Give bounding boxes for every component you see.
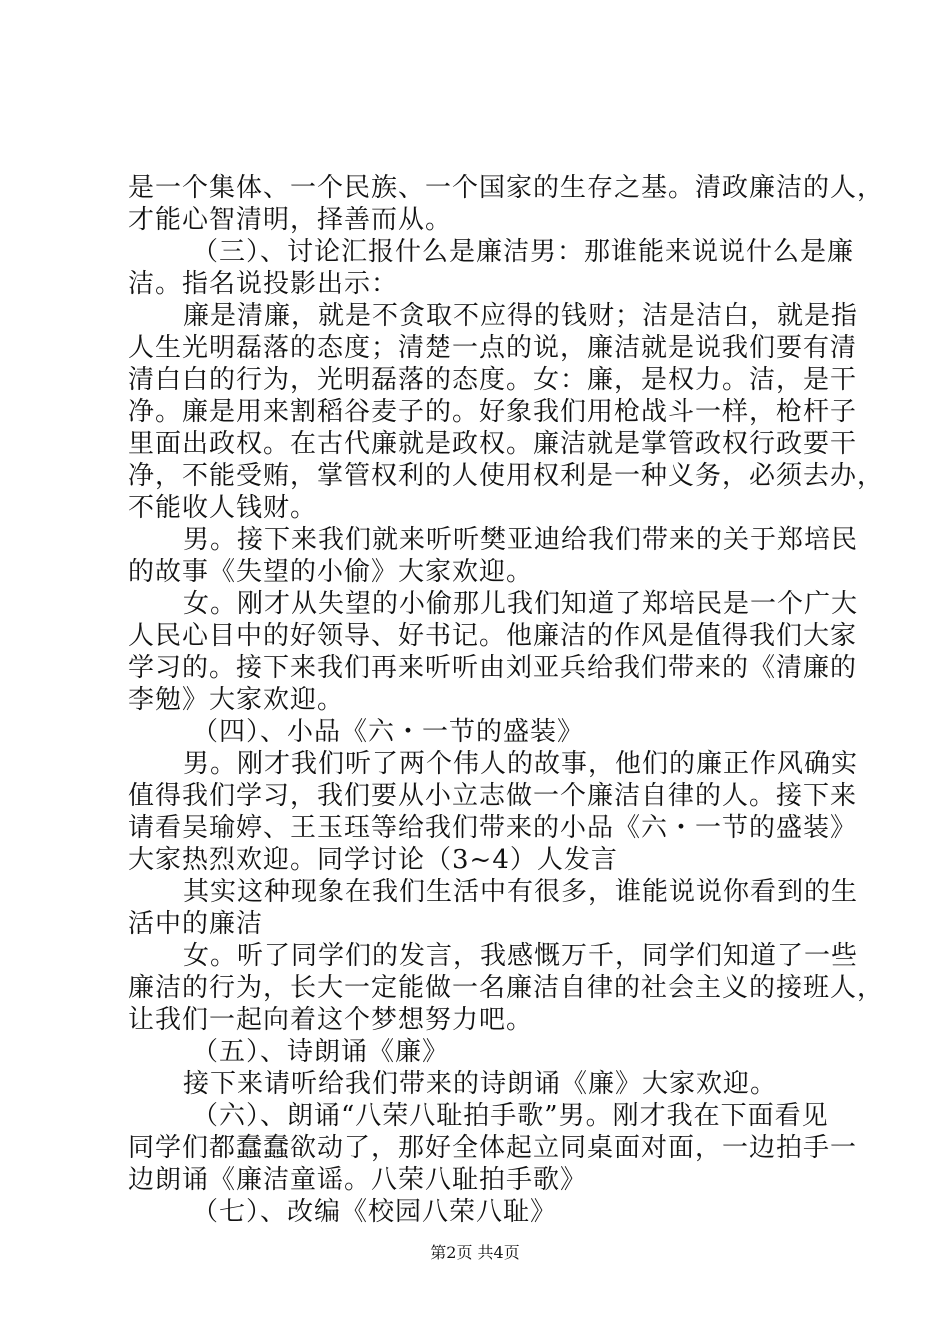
text-line: 不能收人钱财。 — [128, 493, 318, 523]
text-line: 让我们一起向着这个梦想努力吧。 — [128, 1005, 534, 1035]
text-line: 大家热烈欢迎。同学讨论（3~4）人发言 — [128, 845, 618, 875]
text-line: （五）、诗朗诵《廉》 — [192, 1037, 450, 1067]
text-line: 请看吴瑜婷、王玉珏等给我们带来的小品《六・一节的盛装》 — [128, 813, 858, 843]
text-line: 其实这种现象在我们生活中有很多，谁能说说你看到的生 — [183, 877, 859, 907]
text-line: 才能心智清明，择善而从。 — [128, 205, 453, 235]
text-line: 廉洁的行为，长大一定能做一名廉洁自律的社会主义的接班人， — [128, 973, 885, 1003]
text-line: 活中的廉洁 — [128, 909, 264, 939]
text-line: （四）、小品《六・一节的盛装》 — [192, 717, 585, 747]
text-line: 洁。指名说投影出示： — [128, 269, 399, 299]
text-line: 同学们都蠢蠢欲动了，那好全体起立同桌面对面，一边拍手一 — [128, 1133, 858, 1163]
text-line: 接下来请听给我们带来的诗朗诵《廉》大家欢迎。 — [183, 1069, 778, 1099]
document-body — [128, 172, 885, 1228]
text-line: 李勉》大家欢迎。 — [128, 685, 345, 715]
text-line: 是一个集体、一个民族、一个国家的生存之基。清政廉洁的人， — [128, 173, 885, 203]
text-line: 人民心目中的好领导、好书记。他廉洁的作风是值得我们大家 — [128, 621, 858, 651]
text-line: 学习的。接下来我们再来听听由刘亚兵给我们带来的《清廉的 — [128, 653, 858, 683]
text-line: 值得我们学习，我们要从小立志做一个廉洁自律的人。接下来 — [128, 781, 858, 811]
text-line: 廉是清廉，就是不贪取不应得的钱财；洁是洁白，就是指 — [183, 301, 859, 331]
text-line: （六）、朗诵“八荣八耻拍手歌”男。刚才我在下面看见 — [192, 1101, 829, 1131]
text-line: 女。刚才从失望的小偷那儿我们知道了郑培民是一个广大 — [183, 589, 859, 619]
text-line: 男。接下来我们就来听听樊亚迪给我们带来的关于郑培民 — [183, 525, 859, 555]
text-line: （三）、讨论汇报什么是廉洁男：那谁能来说说什么是廉 — [192, 237, 855, 267]
text-line: 清白白的行为，光明磊落的态度。女：廉，是权力。洁，是干 — [128, 365, 858, 395]
text-line: 里面出政权。在古代廉就是政权。廉洁就是掌管政权行政要干 — [128, 429, 858, 459]
text-line: 净。廉是用来割稻谷麦子的。好象我们用枪战斗一样，枪杆子 — [128, 397, 858, 427]
text-line: 女。听了同学们的发言，我感慨万千，同学们知道了一些 — [183, 941, 859, 971]
text-line: 的故事《失望的小偷》大家欢迎。 — [128, 557, 534, 587]
text-line: 男。刚才我们听了两个伟人的故事，他们的廉正作风确实 — [183, 749, 859, 779]
text-line: 边朗诵《廉洁童谣。八荣八耻拍手歌》 — [128, 1165, 588, 1195]
text-line: 人生光明磊落的态度；清楚一点的说，廉洁就是说我们要有清 — [128, 333, 858, 363]
page-footer: 第2页 共4页 — [430, 1243, 520, 1262]
text-line: （七）、改编《校园八荣八耻》 — [192, 1197, 558, 1227]
text-line: 净，不能受贿，掌管权利的人使用权利是一种义务，必须去办， — [128, 461, 885, 491]
